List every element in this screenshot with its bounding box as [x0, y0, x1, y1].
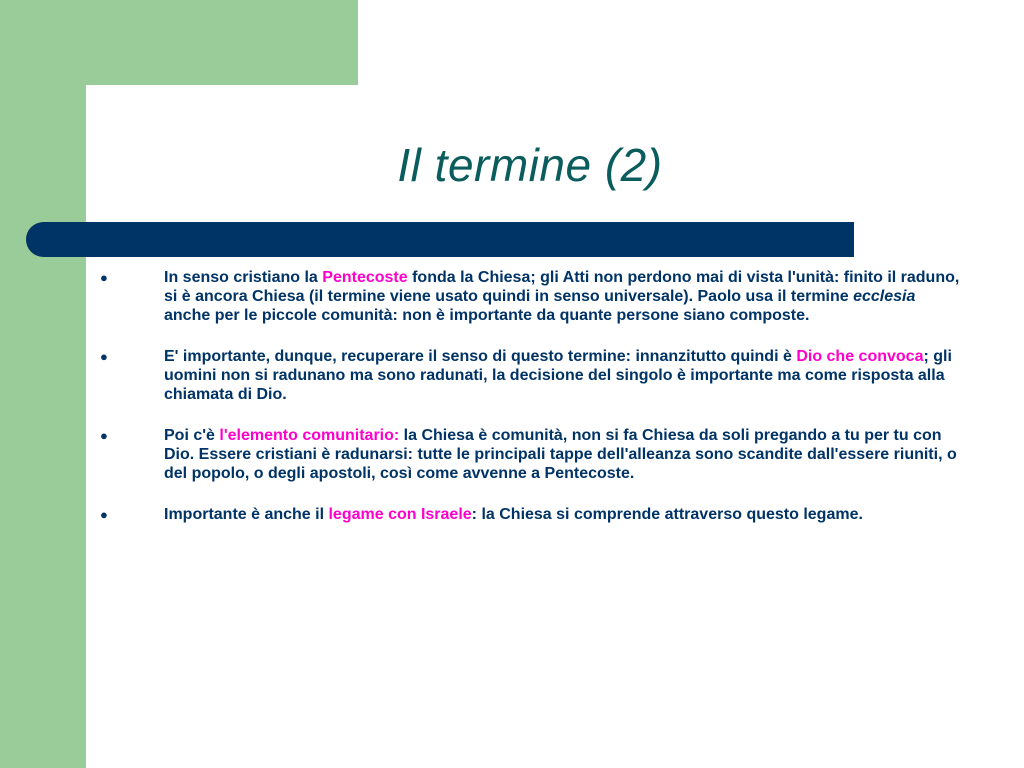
- bullet-list: [100, 268, 960, 546]
- rounded-corner: [86, 85, 206, 205]
- bullet-icon: ●: [100, 507, 108, 522]
- bullet-text: [164, 505, 960, 524]
- bullet-icon: ●: [100, 270, 108, 285]
- text-segment: Poi c'è: [164, 427, 220, 444]
- text-segment: In senso cristiano la: [164, 269, 323, 286]
- text-segment: ; gli uomini non si radunano ma sono radunati, la decisione del singolo è importante ma come risposta alla chiamata di Dio.: [164, 348, 952, 403]
- green-side-band: [0, 0, 86, 768]
- title-divider-bar: [26, 222, 854, 257]
- text-segment: anche per le piccole comunità: non è importante da quante persone siano composte.: [164, 307, 810, 324]
- green-top-band: [0, 0, 358, 85]
- highlighted-term: legame con Israele: [328, 506, 472, 523]
- bullet-text: [164, 426, 960, 483]
- bullet-item: [100, 347, 960, 404]
- slide-title: Il termine (2): [397, 139, 663, 191]
- bullet-icon: ●: [100, 428, 108, 443]
- title-area: [200, 138, 860, 192]
- text-segment: Importante è anche il: [164, 506, 329, 523]
- highlighted-term: Pentecoste: [322, 269, 408, 286]
- bullet-text: [164, 268, 960, 325]
- bullet-text: [164, 347, 960, 404]
- text-segment: fonda la Chiesa; gli Atti non perdono mai di vista l'unità: finito il raduno, si è ancora Chiesa (il termine viene usato quindi in senso universale). Paolo usa il termine: [164, 269, 960, 305]
- bullet-item: [100, 426, 960, 483]
- text-segment: E' importante, dunque, recuperare il senso di questo termine: innanzitutto quindi è: [164, 348, 797, 365]
- italic-term: ecclesia: [853, 288, 916, 305]
- bullet-item: [100, 505, 960, 524]
- text-segment: : la Chiesa si comprende attraverso questo legame.: [471, 506, 863, 523]
- highlighted-term: l'elemento comunitario:: [219, 427, 400, 444]
- highlighted-term: Dio che convoca: [796, 348, 924, 365]
- bullet-icon: ●: [100, 349, 108, 364]
- bullet-item: [100, 268, 960, 325]
- text-segment: la Chiesa è comunità, non si fa Chiesa da soli pregando a tu per tu con Dio. Essere cristiani è radunarsi: tutte le principali tappe dell'alleanza sono scandite dall'essere riuniti, o del popolo, o degli apostoli, così come avvenne a Pentecoste.: [164, 427, 957, 482]
